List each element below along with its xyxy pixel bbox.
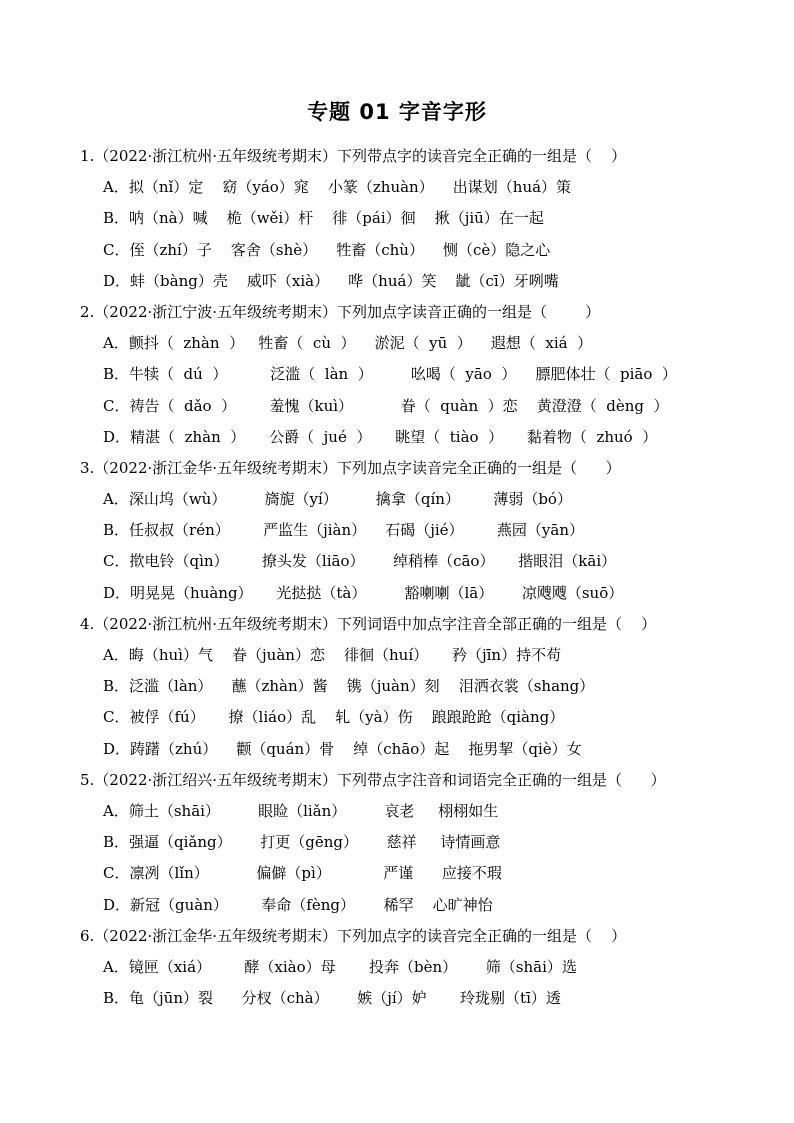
option-b: B．龟（jūn）裂 分杈（chà） 嫉（jí）妒 玲珑剔（tī）透 — [103, 989, 561, 1008]
option-b: B．任叔叔（rén） 严监生（jiàn） 石碣（jié） 燕园（yān） — [103, 521, 585, 540]
question-5 — [80, 765, 760, 921]
question-1 — [80, 141, 760, 297]
option-c: C．揿电铃（qìn） 撩头发（liāo） 绰稍棒（cāo） 揩眼泪（kāi） — [103, 552, 617, 571]
option-b: B．牛犊（ dú ） 泛滥（ làn ） 吆喝（ yāo ） 膘肥体壮（ piāo ） — [103, 365, 677, 384]
option-a: A．深山坞（wù） 旖旎（yí） 擒拿（qín） 薄弱（bó） — [103, 490, 572, 509]
option-d: D．新冠（guàn） 奉命（fèng） 稀罕 心旷神怡 — [103, 895, 493, 914]
question-list — [80, 141, 760, 1014]
option-a: A．筛土（shāi） 眼睑（liǎn） 哀老 栩栩如生 — [103, 801, 499, 820]
option-d: D．蚌（bàng）壳 威吓（xià） 哗（huá）笑 龇（cī）牙咧嘴 — [103, 271, 559, 290]
option-d: D．踌躇（zhú） 颧（quán）骨 绰（chāo）起 拖男挈（qiè）女 — [103, 739, 582, 758]
option-c: C．祷告（ dǎo ） 羞愧（kuì） 眷（ quàn ）恋 黄澄澄（ dèng ） — [103, 396, 669, 415]
option-c: C．凛冽（lǐn） 偏僻（pì） 严谨 应接不瑕 — [103, 864, 502, 883]
question-stem: 4.（2022·浙江杭州·五年级统考期末）下列词语中加点字注音全部正确的一组是（ ） — [80, 614, 657, 633]
question-stem: 5.（2022·浙江绍兴·五年级统考期末）下列带点字注音和词语完全正确的一组是（ ） — [80, 770, 666, 789]
option-b: B．呐（nà）喊 桅（wěi）杆 徘（pái）徊 揪（jiū）在一起 — [103, 209, 544, 228]
option-a: A．颤抖（ zhàn ） 牲畜（ cù ） 淤泥（ yū ） 遐想（ xiá ） — [103, 334, 593, 353]
question-stem: 2.（2022·浙江宁波·五年级统考期末）下列加点字读音正确的一组是（ ） — [80, 302, 601, 321]
option-b: B．泛滥（làn） 蘸（zhàn）酱 镌（juàn）刻 泪洒衣裳（shang） — [103, 677, 595, 696]
option-d: D．精湛（ zhàn ） 公爵（ jué ） 眺望（ tiào ） 黏着物（ zhuó ） — [103, 427, 658, 446]
question-4 — [80, 609, 760, 765]
question-2 — [80, 297, 760, 453]
option-a: A．晦（huì）气 眷（juàn）恋 徘徊（huí） 矜（jīn）持不苟 — [103, 646, 562, 664]
option-c: C．被俘（fú） 撩（liáo）乱 轧（yà）伤 踉踉跄跄（qiàng） — [103, 708, 565, 727]
page-title: 专题 01 字音字形 — [307, 100, 487, 124]
question-stem: 1.（2022·浙江杭州·五年级统考期末）下列带点字的读音完全正确的一组是（ ） — [80, 147, 627, 165]
option-a: A．镜匣（xiá） 酵（xiào）母 投奔（bèn） 筛（shāi）选 — [103, 957, 577, 976]
option-a: A．拟（nǐ）定 窈（yáo）窕 小篆（zhuàn） 出谋划（huá）策 — [103, 178, 572, 197]
option-c: C．侄（zhí）子 客舍（shè） 牲畜（chù） 恻（cè）隐之心 — [103, 240, 551, 259]
option-d: D．明晃晃（huàng） 光挞挞（tà） 豁喇喇（lā） 凉飕飕（suō） — [103, 583, 624, 602]
question-stem: 6.（2022·浙江金华·五年级统考期末）下列加点字的读音完全正确的一组是（ ） — [80, 926, 627, 945]
question-6 — [80, 921, 760, 1015]
question-stem: 3.（2022·浙江金华·五年级统考期末）下列加点字读音完全正确的一组是（ ） — [80, 458, 621, 477]
option-b: B．强逼（qiǎng） 打更（gēng） 慈祥 诗情画意 — [103, 833, 501, 852]
question-3 — [80, 453, 760, 609]
